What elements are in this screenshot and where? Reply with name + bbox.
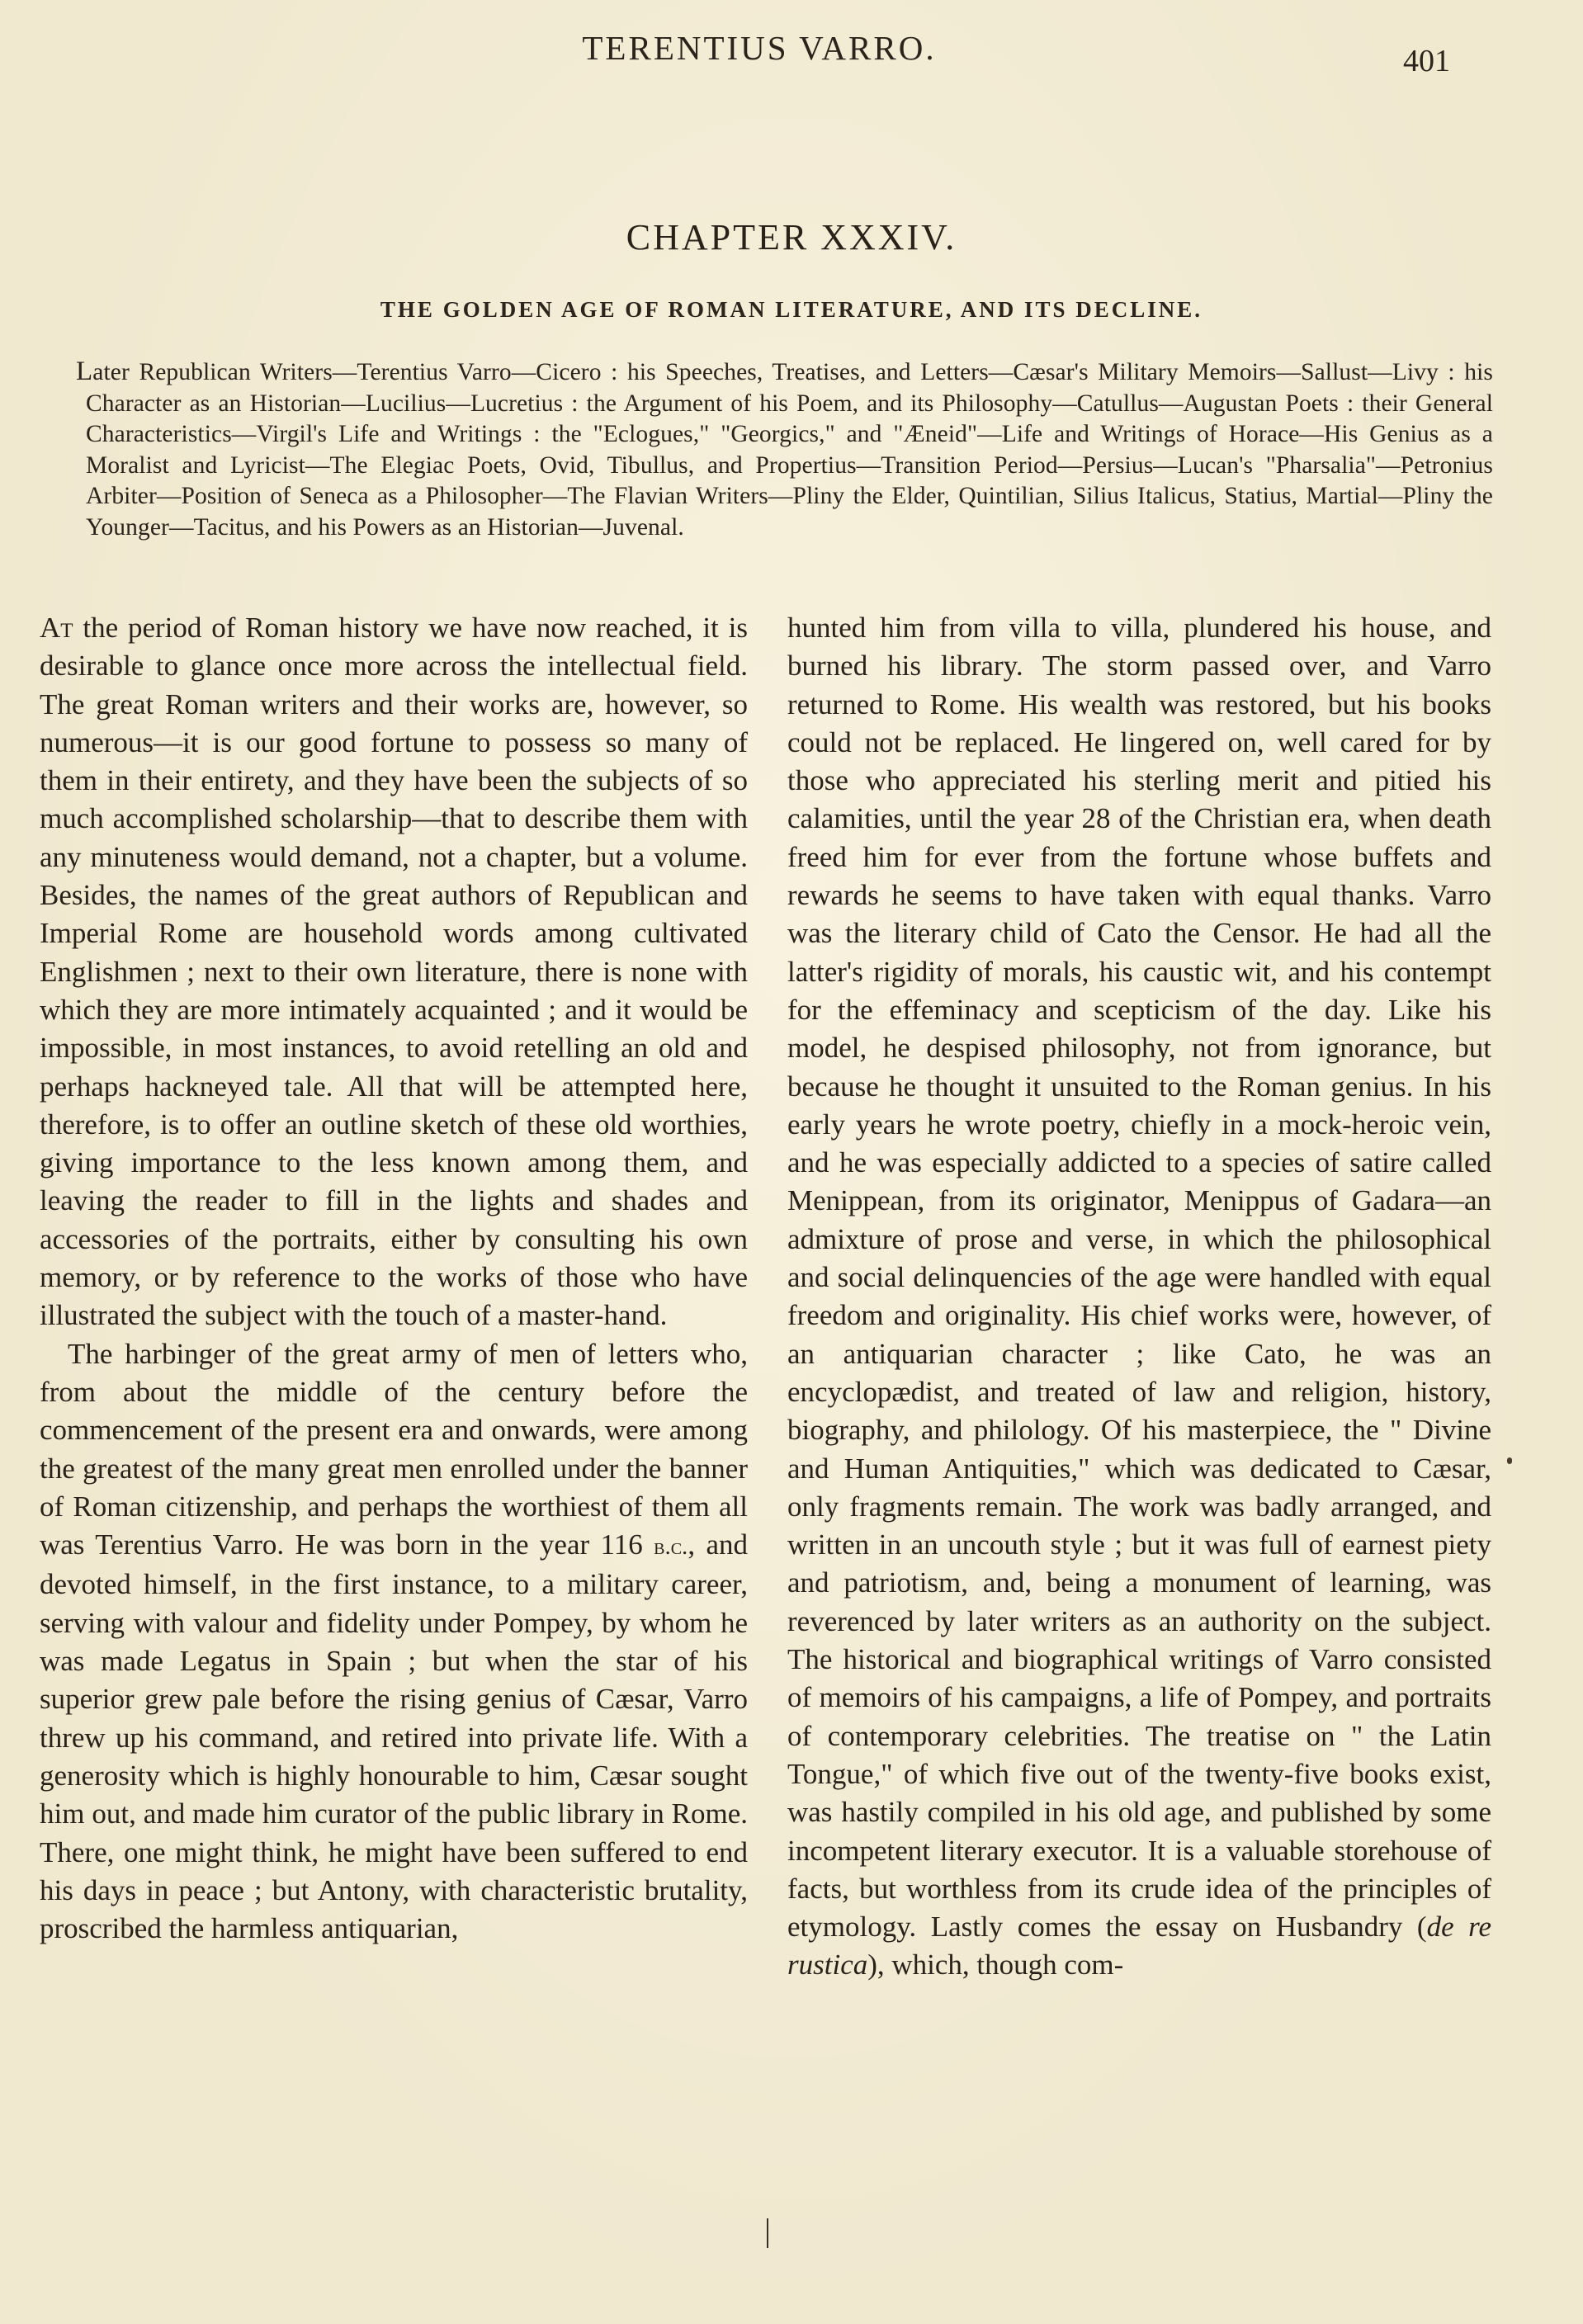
chapter-subtitle: THE GOLDEN AGE OF ROMAN LITERATURE, AND ITS DECLINE. [380, 297, 1203, 322]
chapter-synopsis: Later Republican Writers—Terentius Varro—Cicero : his Speeches, Treatises, and Letters—Cæsar's Military Memoirs—Sallust—Livy : his Character as an Historian—Lucilius—Lucretius : the Argument of his Poem, and its Philosophy—Catullus—Augustan Poets : their General Characteristics—Virgil's Life and Writings : the "Eclogues," "Georgics," and "Æneid"—Life and Writings of Horace—His Genius as a Moralist and Lyricist—The Elegiac Poets, Ovid, Tibullus, and Propertius—Transition Period—Persius—Lucan's "Pharsalia"—Petronius Arbiter—Position of Seneca as a Philosopher—The Flavian Writers—Pliny the Elder, Quintilian, Silius Italicus, Statius, Martial—Pliny the Younger—Tacitus, and his Powers as an Historian—Juvenal. [76, 357, 1493, 541]
paragraph-text: hunted him from villa to villa, plundered his house, and burned his library. The storm passed over, and Varro returned to Rome. His wealth was restored, but his books could not be replaced. He lingered on, well cared for by those who appreciated his sterling merit and pitied his calamities, until the year 28 of the Christian era, when death freed him for ever from the fortune whose buffets and rewards he seems to have taken with equal thanks. Varro was the literary child of Cato the Censor. He had all the latter's rigidity of morals, his caustic wit, and his contempt for the effeminacy and scepticism of the day. Like his model, he despised philosophy, not from ignorance, but because he thought it unsuited to the Roman genius. In his early years he wrote poetry, chiefly in a mock-heroic vein, and he was especially addicted to a species of satire called Menippean, from its originator, Menippus of Gadara—an admixture of prose and verse, in which the philosophical and social delinquencies of the age were handled with equal freedom and originality. His chief works were, however, of an antiquarian character ; like Cato, he was an encyclopædist, and treated of law and religion, history, biography, and philology. Of his masterpiece, the " Divine and Human Antiquities," which was dedicated to Cæsar, only fragments remain. The work was badly arranged, and written in an uncouth style ; but it was full of earnest piety and patriotism, and, being a monument of learning, was reverenced by later writers as an authority on the subject. The historical and biographical writings of Varro consisted of memoirs of his campaigns, a life of Pompey, and portraits of contemporary celebrities. The treatise on " the Latin Tongue," of which five out of the twenty-five books exist, was hastily compiled in his old age, and published by some incompetent literary executor. It is a valuable storehouse of facts, but worthless from its crude idea of the principles of etymology. Lastly comes the essay on Husbandry ( [787, 612, 1491, 1944]
italic-title: de re rustica [787, 1911, 1491, 1982]
ink-speck [1507, 1457, 1512, 1464]
paragraph-text: ), which, though com- [867, 1948, 1124, 1982]
running-head [0, 28, 1583, 78]
era-abbreviation: b.c. [654, 1533, 688, 1561]
right-column [787, 609, 1491, 1985]
running-title: TERENTIUS VARRO. [582, 29, 937, 67]
paragraph [40, 1335, 748, 1948]
left-column [40, 609, 748, 1948]
opening-word: At [40, 612, 73, 644]
column-divider [767, 2218, 768, 2248]
chapter-heading: CHAPTER XXXIV. [626, 217, 957, 257]
paragraph-text: the period of Roman history we have now reached, it is desirable to glance once more across the intellectual field. The great Roman writers and their works are, however, so numerous—it is our good fortune to possess so many of them in their entirety, and they have been the subjects of so much accomplished scholarship—that to describe them with any minuteness would demand, not a chapter, but a volume. Besides, the names of the great authors of Republican and Imperial Rome are household words among cultivated Englishmen ; next to their own literature, there is none with which they are more intimately acquainted ; and it would be impossible, in most instances, to avoid retelling an old and perhaps hackneyed tale. All that will be attempted here, therefore, is to offer an outline sketch of these old worthies, giving importance to the less known among them, and leaving the reader to fill in the lights and shades and accessories of the portraits, either by consulting his own memory, or by reference to the works of those who have illustrated the subject with the touch of a master-hand. [40, 612, 748, 1332]
page-number: 401 [1403, 44, 1450, 78]
paragraph [40, 609, 748, 1335]
paragraph-text: , and devoted himself, in the first instance, to a military career, serving with valour and fidelity under Pompey, by whom he was made Legatus in Spain ; but when the star of his superior grew pale before the rising genius of Cæsar, Varro threw up his command, and retired into private life. With a generosity which is highly honourable to him, Cæsar sought him out, and made him curator of the public library in Rome. There, one might think, he might have been suffered to end his days in peace ; but Antony, with characteristic brutality, proscribed the harmless antiquarian, [40, 1528, 748, 1945]
paragraph-text: The harbinger of the great army of men of letters who, from about the middle of the century before the commencement of the present era and onwards, were among the greatest of the many great men enrolled under the banner of Roman citizenship, and perhaps the worthiest of them all was Terentius Varro. He was born in the year 116 [40, 1337, 748, 1561]
paragraph [787, 609, 1491, 1985]
